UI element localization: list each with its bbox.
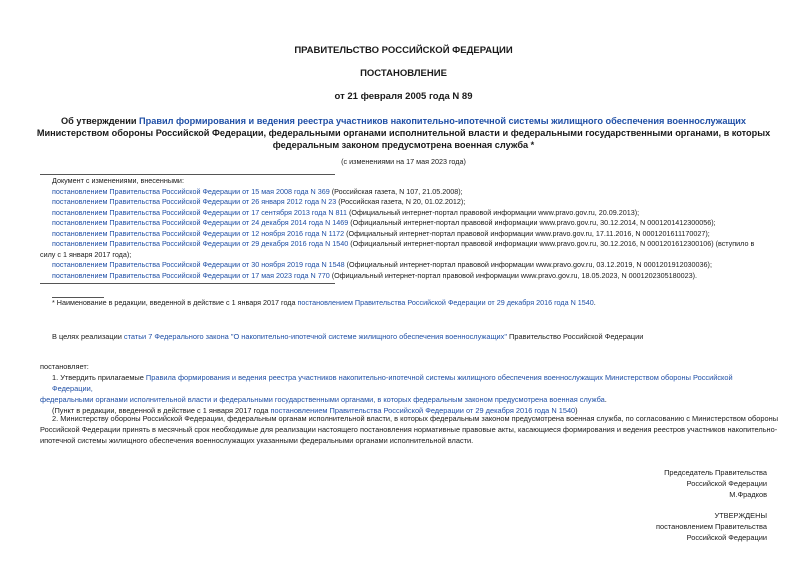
amendment-link[interactable]: постановлением Правительства Российской Федерации от 30 ноября 2019 года N 1548 — [52, 260, 345, 269]
preamble-end: Правительство Российской Федерации — [506, 332, 644, 341]
preamble — [52, 331, 772, 342]
footnote — [52, 298, 772, 309]
divider-top — [40, 174, 335, 175]
rules-approved-link-cont[interactable]: федеральными органами исполнительной власти и федеральными государственными органами, в которых федеральным законом предусмотрена военная служба — [40, 395, 605, 404]
footnote-link[interactable]: постановлением Правительства Российской Федерации от 29 декабря 2016 года N 1540 — [297, 298, 594, 307]
signature-country: Российской Федерации — [686, 479, 767, 488]
footnote-end: . — [593, 298, 596, 307]
item-1-note-link[interactable]: постановлением Правительства Российской Федерации от 29 декабря 2016 года N 1540 — [270, 406, 576, 415]
amendments-heading: Документ с изменениями, внесенными: — [52, 176, 184, 185]
item-1-line-2 — [40, 394, 775, 405]
rules-link[interactable]: Правил формирования и ведения реестра участников накопительно-ипотечной системы жилищного обеспечения военнослужащих — [139, 116, 747, 126]
item-2 — [40, 413, 780, 446]
signature-name: М.Фрадков — [729, 490, 767, 499]
approved-country: Российской Федерации — [686, 533, 767, 542]
amendment-source: силу с 1 января 2017 года); — [40, 249, 132, 259]
law-article-link[interactable]: статьи 7 Федерального закона "О накопительно-ипотечной системе жилищного обеспечения военнослужащих" — [123, 332, 507, 341]
title-line-1 — [0, 115, 807, 127]
amendment-link[interactable]: постановлением Правительства Российской Федерации от 17 сентября 2013 года N 811 — [52, 207, 348, 217]
amendment-source: (Официальный интернет-портал правовой информации www.pravo.gov.ru, 17.11.2016, N 0001201611170027); — [344, 228, 710, 238]
amendment-source: (Официальный интернет-портал правовой информации www.pravo.gov.ru, 20.09.2013); — [347, 207, 640, 217]
amendment-item — [52, 208, 772, 219]
item-1-line-1 — [40, 372, 775, 394]
title-prefix: Об утверждении — [60, 116, 140, 126]
item-2-line-1: 2. Министерству обороны Российской Федерации, федеральным органам исполнительной власти, в которых федеральным законом предусмотрена военная служба, по согласованию с Министерством обороны — [52, 414, 779, 423]
amendment-link[interactable]: постановлением Правительства Российской Федерации от 12 ноября 2016 года N 1172 — [52, 228, 345, 238]
approved-heading: УТВЕРЖДЕНЫ — [714, 511, 767, 520]
amendment-item — [52, 229, 772, 240]
signature-block — [664, 467, 767, 500]
amendment-link[interactable]: постановлением Правительства Российской Федерации от 15 мая 2008 года N 369 — [52, 186, 330, 196]
amendment-source: (Официальный интернет-портал правовой информации www.pravo.gov.ru, 03.12.2019, N 0001201912030036); — [344, 260, 712, 269]
item-1 — [40, 372, 775, 416]
signature-position: Председатель Правительства — [664, 468, 767, 477]
amendment-item-continuation — [40, 250, 772, 261]
amendment-link[interactable]: постановлением Правительства Российской Федерации от 17 мая 2023 года N 770 — [52, 270, 330, 280]
item-2-line-3: ипотечной системы жилищного обеспечения военнослужащих указанными федеральными органами исполнительной власти. — [40, 436, 474, 445]
decrees-word: постановляет: — [40, 362, 89, 371]
amendment-item — [52, 239, 772, 250]
amendment-item — [52, 187, 772, 198]
preamble-text: В целях реализации — [52, 332, 124, 341]
approved-block — [656, 510, 767, 543]
item-1-prefix: 1. Утвердить прилагаемые — [52, 373, 146, 382]
rules-approved-link[interactable]: Правила формирования и ведения реестра участников накопительно-ипотечной системы жилищного обеспечения военнослужащих Министерством обороны Российской Федерации, — [52, 373, 733, 393]
amendment-source: (Официальный интернет-портал правовой информации www.pravo.gov.ru, 30.12.2016, N 0001201612300106) (вступило в — [348, 239, 755, 248]
document-type: ПОСТАНОВЛЕНИЕ — [360, 68, 447, 79]
amendment-source: (Официальный интернет-портал правовой информации www.pravo.gov.ru, 18.05.2023, N 0001202305180023). — [329, 270, 697, 280]
footnote-text: * Наименование в редакции, введенной в действие с 1 января 2017 года — [52, 298, 298, 307]
amendment-item — [52, 271, 772, 282]
item-1-end: . — [604, 395, 607, 404]
edition-note: (с изменениями на 17 мая 2023 года) — [341, 157, 466, 166]
item-2-line-2: Российской Федерации принять в месячный срок необходимые для реализации настоящего постановления нормативные правовые акты, касающиеся формирования и ведения реестров участников накопительно- — [40, 425, 778, 434]
approved-by: постановлением Правительства — [656, 522, 767, 531]
amendment-link[interactable]: постановлением Правительства Российской Федерации от 29 декабря 2016 года N 1540 — [52, 239, 349, 248]
amendment-item — [52, 218, 772, 229]
amendment-link[interactable]: постановлением Правительства Российской Федерации от 26 января 2012 года N 23 — [52, 197, 337, 206]
document-date-number: от 21 февраля 2005 года N 89 — [334, 91, 473, 102]
item-1-note-end: ) — [575, 406, 578, 415]
amendment-link[interactable]: постановлением Правительства Российской Федерации от 24 декабря 2014 года N 1469 — [52, 218, 349, 227]
divider-bottom — [40, 283, 335, 284]
amendment-source: (Официальный интернет-портал правовой информации www.pravo.gov.ru, 30.12.2014, N 0001201412300056); — [348, 218, 716, 227]
title-line-3: федеральным законом предусмотрена военная служба * — [272, 140, 535, 150]
amendment-item — [52, 260, 772, 271]
amendment-source: (Российская газета, N 107, 21.05.2008); — [329, 186, 463, 196]
item-1-note-text: (Пункт в редакции, введенной в действие с 1 января 2017 года — [52, 406, 271, 415]
title-line-2: Министерством обороны Российской Федерации, федеральными органами исполнительной власти и федеральными государственными органами, в которых — [36, 128, 771, 138]
document-title — [0, 115, 807, 151]
amendment-item — [52, 197, 772, 208]
amendments-list — [40, 176, 772, 281]
amendment-source: (Российская газета, N 20, 01.02.2012); — [336, 197, 466, 206]
government-heading: ПРАВИТЕЛЬСТВО РОССИЙСКОЙ ФЕДЕРАЦИИ — [294, 45, 513, 56]
